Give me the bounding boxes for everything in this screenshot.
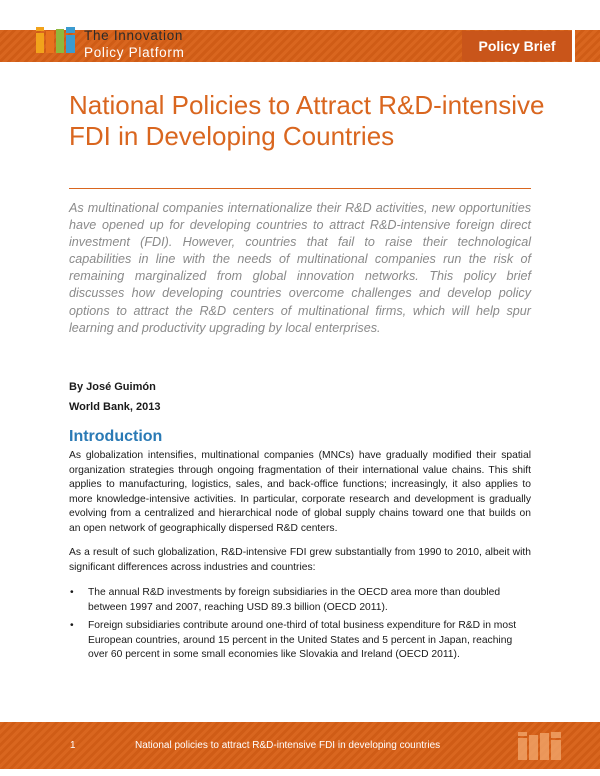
header-divider: [572, 30, 575, 62]
policy-brief-label: Policy Brief: [462, 31, 572, 61]
bullet-item-2: • Foreign subsidiaries contribute around one-third of total business expenditure for R&D in most European countries, around 15 percent in the United States and 5 percent in Japan, reaching over 60 percent in some small economies like Slovakia and Ireland (OECD 2011).: [88, 619, 531, 663]
header-top: [0, 0, 600, 30]
abstract: As multinational companies internationalize their R&D activities, new opportunities have opened up for developing countries to attract R&D-intensive foreign direct investment (FDI). However, countries that fail to raise their technological capabilities in line with the needs of multinational companies run the risk of remaining marginalized from global innovation networks. This policy brief discusses how developing countries overcome challenges and develop policy options to attract the R&D centers of multinational firms, which will help spur learning and productivity upgrading by local enterprises.: [69, 201, 531, 335]
author: By José Guimón: [69, 381, 156, 393]
intro-paragraph-2: As a result of such globalization, R&D-intensive FDI grew substantially from 1990 to 2010, albeit with significant differences across industries and countries:: [69, 547, 531, 573]
section-heading-introduction: Introduction: [69, 428, 163, 445]
title-rule: [69, 188, 531, 189]
innovation-platform-logo: [36, 27, 76, 53]
intro-paragraph-1: As globalization intensifies, multinational companies (MNCs) have gradually modified their spatial organization strategies through ongoing fragmentation of their international value chains. This shift applies to manufacturing, logistics, sales, and back-office functions; increasingly, it also applies to more knowledge-intensive activities. In particular, corporate research and development is gradually evolving from a centralized and hierarchical node of global supply chains toward one that builds on an open network of geographically dispersed R&D centers.: [69, 450, 531, 534]
page-number: 1: [70, 740, 76, 751]
footer-logo: [518, 730, 562, 760]
brand-line2: Policy Platform: [84, 45, 185, 60]
brand-line1: The Innovation: [84, 28, 184, 43]
brand-name: [84, 27, 185, 61]
bullet-item-1: • The annual R&D investments by foreign subsidiaries in the OECD area more than doubled between 1997 and 2007, reaching USD 89.3 billion (OECD 2011).: [88, 586, 531, 615]
running-title: National policies to attract R&D-intensive FDI in developing countries: [135, 740, 441, 751]
affiliation: World Bank, 2013: [69, 401, 161, 413]
document-title: National Policies to Attract R&D-intensive FDI in Developing Countries: [69, 90, 545, 151]
